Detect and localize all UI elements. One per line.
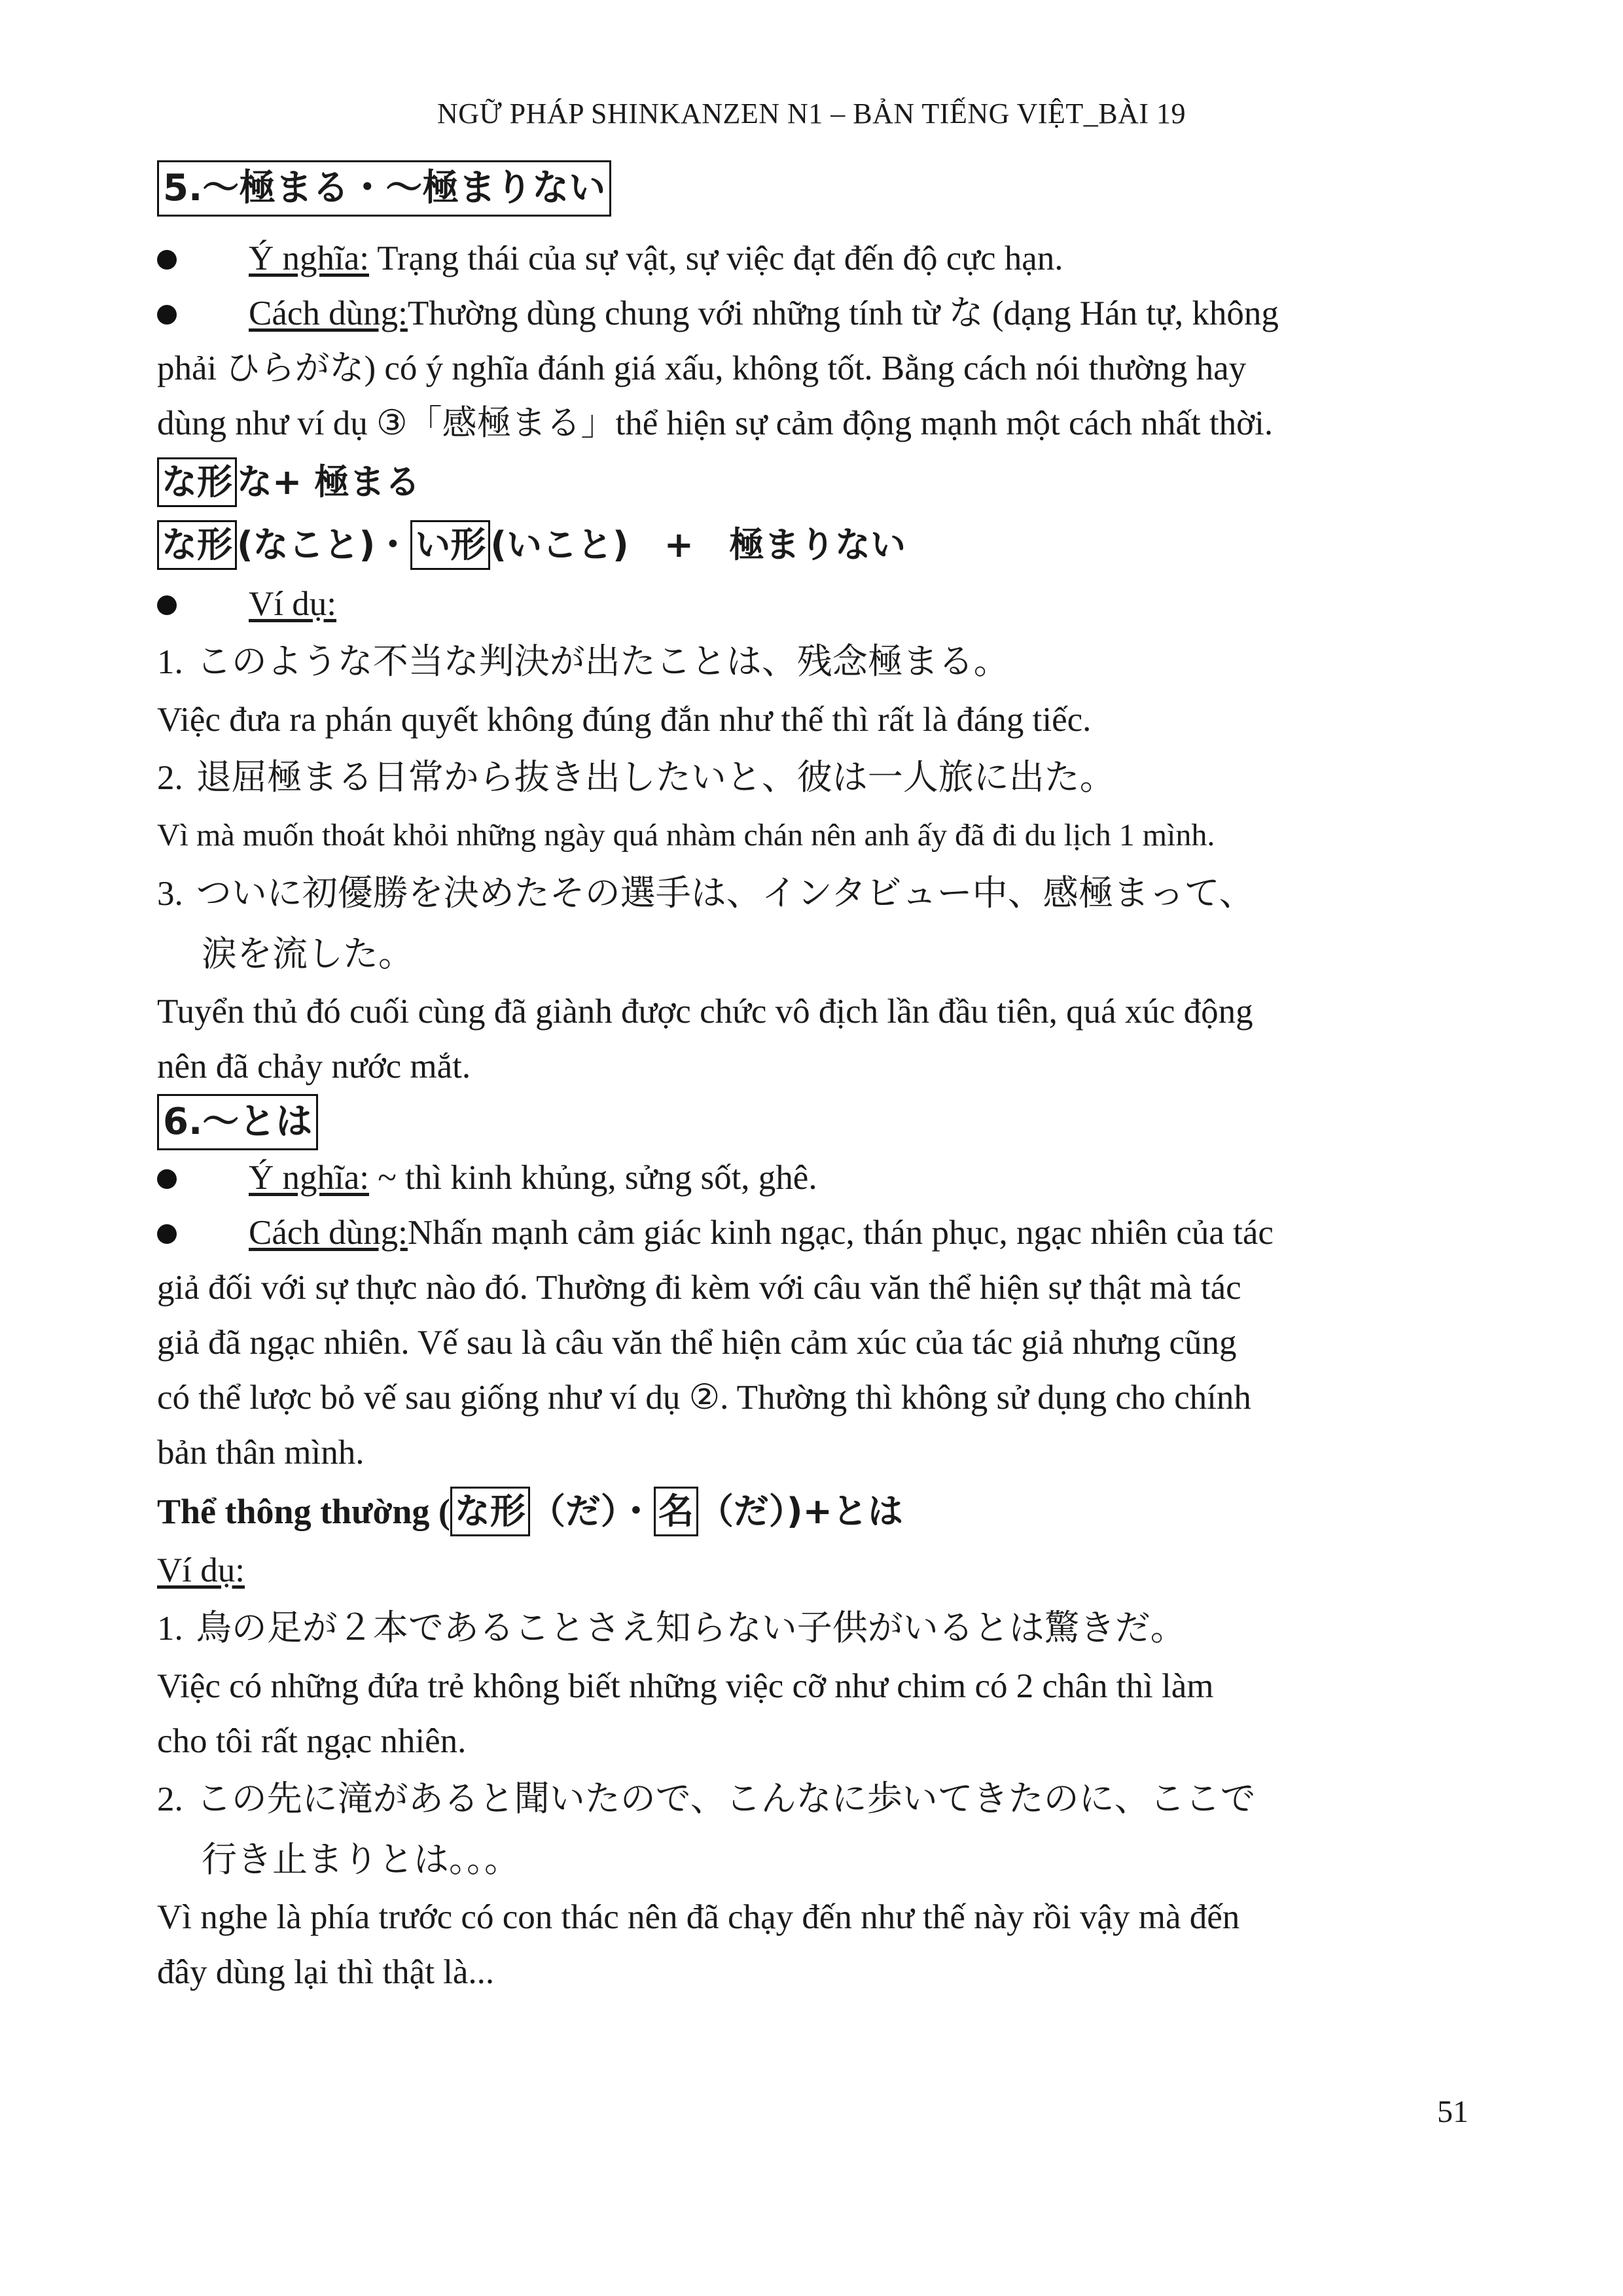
example-japanese: 行き止まりとは。。。 xyxy=(202,1839,520,1880)
bullet-icon xyxy=(157,305,177,325)
example-translation: cho tôi rất ngạc nhiên. xyxy=(157,1722,467,1760)
usage-text-line: bản thân mình. xyxy=(157,1434,365,1472)
meaning-label: Ý nghĩa: xyxy=(249,1159,369,1197)
formula-text: (なこと)・ xyxy=(237,524,411,565)
example-japanese: この先に滝があると聞いたので、こんなに歩いてきたのに、ここで xyxy=(196,1778,1256,1819)
section-5-usage xyxy=(157,286,1492,341)
formula-2 xyxy=(157,514,1492,576)
section-6-title: 6.～とは xyxy=(157,1094,318,1150)
usage-text-line: dùng như ví dụ ③「感極まる」thể hiện sự cảm động mạnh một cách nhất thời. xyxy=(157,404,1274,442)
usage-label: Cách dùng: xyxy=(249,1214,408,1252)
meaning-text: Trạng thái của sự vật, sự việc đạt đến độ cực hạn. xyxy=(369,239,1063,277)
bullet-icon xyxy=(157,1169,177,1189)
example-japanese: 鳥の足が２本であることさえ知らない子供がいるとは驚きだ。 xyxy=(196,1607,1186,1648)
usage-text: Thường dùng chung với những tính từ な (dạng Hán tự, không xyxy=(407,294,1279,332)
example-translation: Tuyển thủ đó cuối cùng đã giành được chức vô địch lần đầu tiên, quá xúc động xyxy=(157,993,1253,1031)
example-1: 1. このような不当な判決が出たことは、残念極まる。 Việc đưa ra phán quyết không đúng đắn như thế thì rất là đáng tiếc. xyxy=(157,631,1492,747)
example-japanese: このような不当な判決が出たことは、残念極まる。 xyxy=(196,641,1009,682)
page-number: 51 xyxy=(1437,2094,1469,2129)
formula-box: い形 xyxy=(410,520,490,570)
section-5-meaning xyxy=(157,231,1492,286)
example-japanese: ついに初優勝を決めたその選手は、インタビュー中、感極まって、 xyxy=(196,872,1255,913)
section-5-title: 5.～極まる・～極まりない xyxy=(157,160,611,217)
example-japanese: 退屈極まる日常から抜き出したいと、彼は一人旅に出た。 xyxy=(196,756,1115,798)
example-translation: Vì mà muốn thoát khỏi những ngày quá nhàm chán nên anh ấy đã đi du lịch 1 mình. xyxy=(157,818,1215,853)
example-2: 2. 退屈極まる日常から抜き出したいと、彼は一人旅に出た。 Vì mà muốn thoát khỏi những ngày quá nhàm chán nên anh ấy đã đi du lịch 1 mình. xyxy=(157,747,1492,863)
usage-text-line: giả đã ngạc nhiên. Vế sau là câu văn thể hiện cảm xúc của tác giả nhưng cũng xyxy=(157,1324,1237,1362)
section-5-examples-label: Ví dụ: xyxy=(157,576,1492,631)
example-3: 3. ついに初優勝を決めたその選手は、インタビュー中、感極まって、 涙を流した。 Tuyển thủ đó cuối cùng đã giành được chức vô địch lần đầu tiên, quá xúc động nên đã chảy nước mắt. xyxy=(157,863,1492,1094)
formula-text: な+ 極まる xyxy=(237,461,421,503)
example-translation: Việc đưa ra phán quyết không đúng đắn như thế thì rất là đáng tiếc. xyxy=(157,701,1092,739)
bullet-icon xyxy=(157,595,177,615)
example-translation: Việc có những đứa trẻ không biết những việc cỡ như chim có 2 chân thì làm xyxy=(157,1667,1214,1705)
section-6-examples-label: Ví dụ: xyxy=(157,1551,245,1589)
usage-text-line: giả đối với sự thực nào đó. Thường đi kèm với câu văn thể hiện sự thật mà tác xyxy=(157,1269,1241,1307)
example-japanese: 涙を流した。 xyxy=(202,933,414,974)
document-body xyxy=(157,160,1492,2000)
formula-text: （だ）)+とは xyxy=(698,1491,903,1532)
formula-text: （だ）・ xyxy=(529,1491,654,1532)
section-6-usage xyxy=(157,1205,1492,1260)
bullet-icon xyxy=(157,250,177,270)
example-translation: Vì nghe là phía trước có con thác nên đã chạy đến như thế này rồi vậy mà đến xyxy=(157,1898,1240,1936)
formula-box: な形 xyxy=(157,457,237,507)
example-4: 1. 鳥の足が２本であることさえ知らない子供がいるとは驚きだ。 Việc có những đứa trẻ không biết những việc cỡ như chim có 2 chân thì làm cho tôi rất ngạc nhiên. xyxy=(157,1598,1492,1769)
page-header: NGỮ PHÁP SHINKANZEN N1 – BẢN TIẾNG VIỆT_BÀI 19 xyxy=(437,97,1186,130)
section-6-meaning xyxy=(157,1150,1492,1205)
usage-text-line: có thể lược bỏ vế sau giống như ví dụ ②. Thường thì không sử dụng cho chính xyxy=(157,1379,1251,1417)
usage-text-line: phải ひらがな) có ý nghĩa đánh giá xấu, không tốt. Bằng cách nói thường hay xyxy=(157,349,1247,387)
meaning-label: Ý nghĩa: xyxy=(249,239,369,277)
formula-box: な形 xyxy=(157,520,237,570)
formula-box: 名 xyxy=(654,1487,698,1536)
usage-label: Cách dùng: xyxy=(249,294,408,332)
formula-box: な形 xyxy=(450,1487,530,1536)
example-5: 2. この先に滝があると聞いたので、こんなに歩いてきたのに、ここで 行き止まりとは。。。 Vì nghe là phía trước có con thác nên đã chạy đến như thế này rồi vậy mà đến đây dùng lại thì thật là... xyxy=(157,1769,1492,2000)
example-translation: đây dùng lại thì thật là... xyxy=(157,1953,495,1991)
example-translation: nên đã chảy nước mắt. xyxy=(157,1048,471,1086)
formula-prefix: Thể thông thường ( xyxy=(157,1492,450,1531)
formula-1 xyxy=(157,451,1492,514)
formula-3 xyxy=(157,1480,1492,1543)
usage-text: Nhấn mạnh cảm giác kinh ngạc, thán phục, ngạc nhiên của tác xyxy=(407,1214,1274,1252)
formula-text: (いこと) + 極まりない xyxy=(490,524,906,565)
bullet-icon xyxy=(157,1224,177,1244)
meaning-text: ~ thì kinh khủng, sửng sốt, ghê. xyxy=(369,1159,817,1197)
